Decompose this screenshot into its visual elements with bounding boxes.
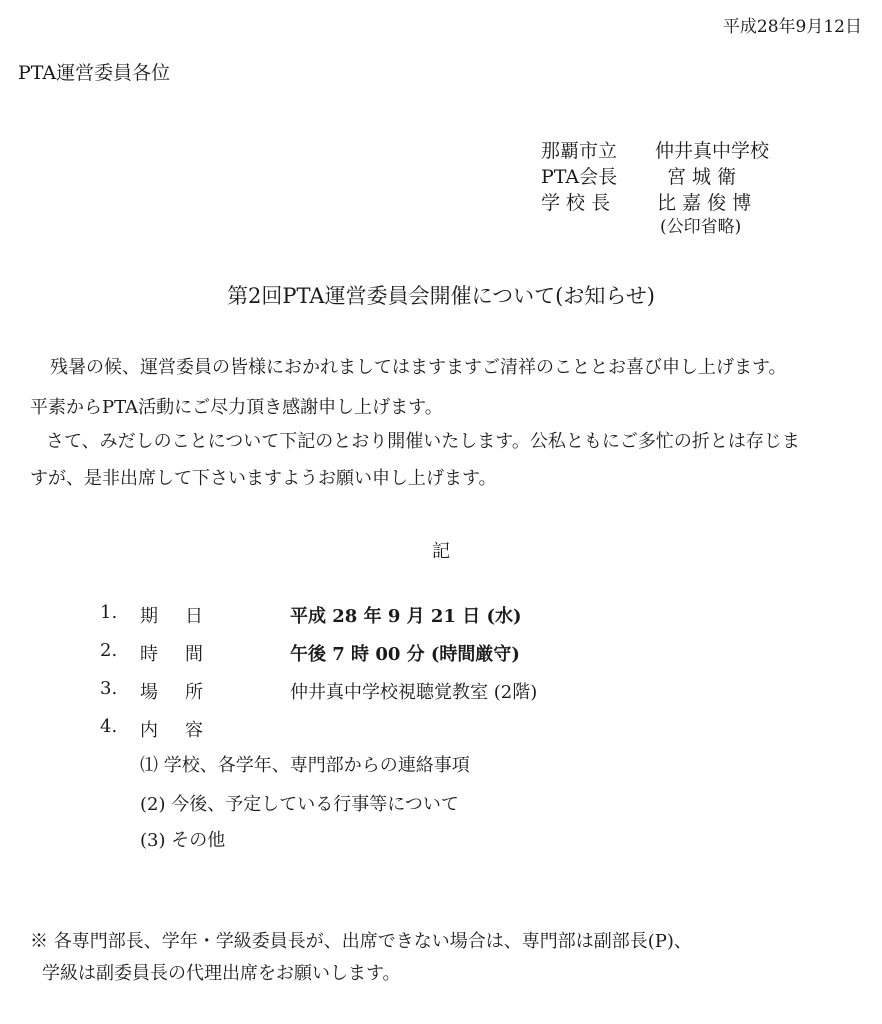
agenda-sub-item: (2) 今後、予定している行事等について <box>140 794 459 815</box>
sender-school-row <box>541 138 769 164</box>
item-number: 3. <box>100 678 118 699</box>
item-value: 午後 7 時 00 分 (時間厳守) <box>290 644 520 665</box>
item-label: 期 日 <box>140 606 203 627</box>
sender-name: 宮 城 衛 <box>667 166 737 188</box>
detail-item-content <box>100 716 260 742</box>
document-title: 第2回PTA運営委員会開催について(お知らせ) <box>227 284 655 308</box>
sender-label: 那覇市立 <box>541 140 618 162</box>
sender-block <box>541 138 769 216</box>
item-value: 平成 28 年 9 月 21 日 (水) <box>290 606 522 627</box>
detail-item-date <box>100 602 522 628</box>
note-line: 学級は副委員長の代理出席をお願いします。 <box>42 963 401 984</box>
agenda-sub-item: (3) その他 <box>140 830 226 851</box>
note-line: ※ 各専門部長、学年・学級委員長が、出席できない場合は、専門部は副部長(P)、 <box>30 931 692 952</box>
sender-label: 学 校 長 <box>541 192 611 214</box>
body-paragraph: 平素からPTA活動にご尽力頂き感謝申し上げます。 <box>30 397 443 418</box>
seal-omitted-note: (公印省略) <box>660 217 742 237</box>
item-label: 時 間 <box>140 644 203 665</box>
item-number: 1. <box>100 602 118 623</box>
sender-label: PTA会長 <box>541 166 618 188</box>
document-date: 平成28年9月12日 <box>722 17 862 37</box>
body-paragraph: 残暑の候、運営委員の皆様におかれましてはますますご清祥のこととお喜び申し上げます。 <box>50 357 787 378</box>
detail-item-place <box>100 678 537 704</box>
item-label: 場 所 <box>140 682 203 703</box>
item-label: 内 容 <box>140 720 203 741</box>
body-paragraph: すが、是非出席して下さいますようお願い申し上げます。 <box>30 468 497 489</box>
sender-pta-row <box>541 164 769 190</box>
sender-name: 仲井真中学校 <box>655 140 770 162</box>
item-value: 仲井真中学校視聴覚教室 (2階) <box>290 682 538 703</box>
agenda-sub-item: ⑴ 学校、各学年、専門部からの連絡事項 <box>140 755 470 776</box>
detail-item-time <box>100 640 520 666</box>
item-number: 4. <box>100 716 118 737</box>
ki-heading: 記 <box>432 541 450 562</box>
sender-name: 比 嘉 俊 博 <box>657 192 752 214</box>
addressee: PTA運営委員各位 <box>18 62 171 84</box>
item-number: 2. <box>100 640 118 661</box>
body-paragraph: さて、みだしのことについて下記のとおり開催いたします。公私ともにご多忙の折とは存じま <box>46 431 800 452</box>
